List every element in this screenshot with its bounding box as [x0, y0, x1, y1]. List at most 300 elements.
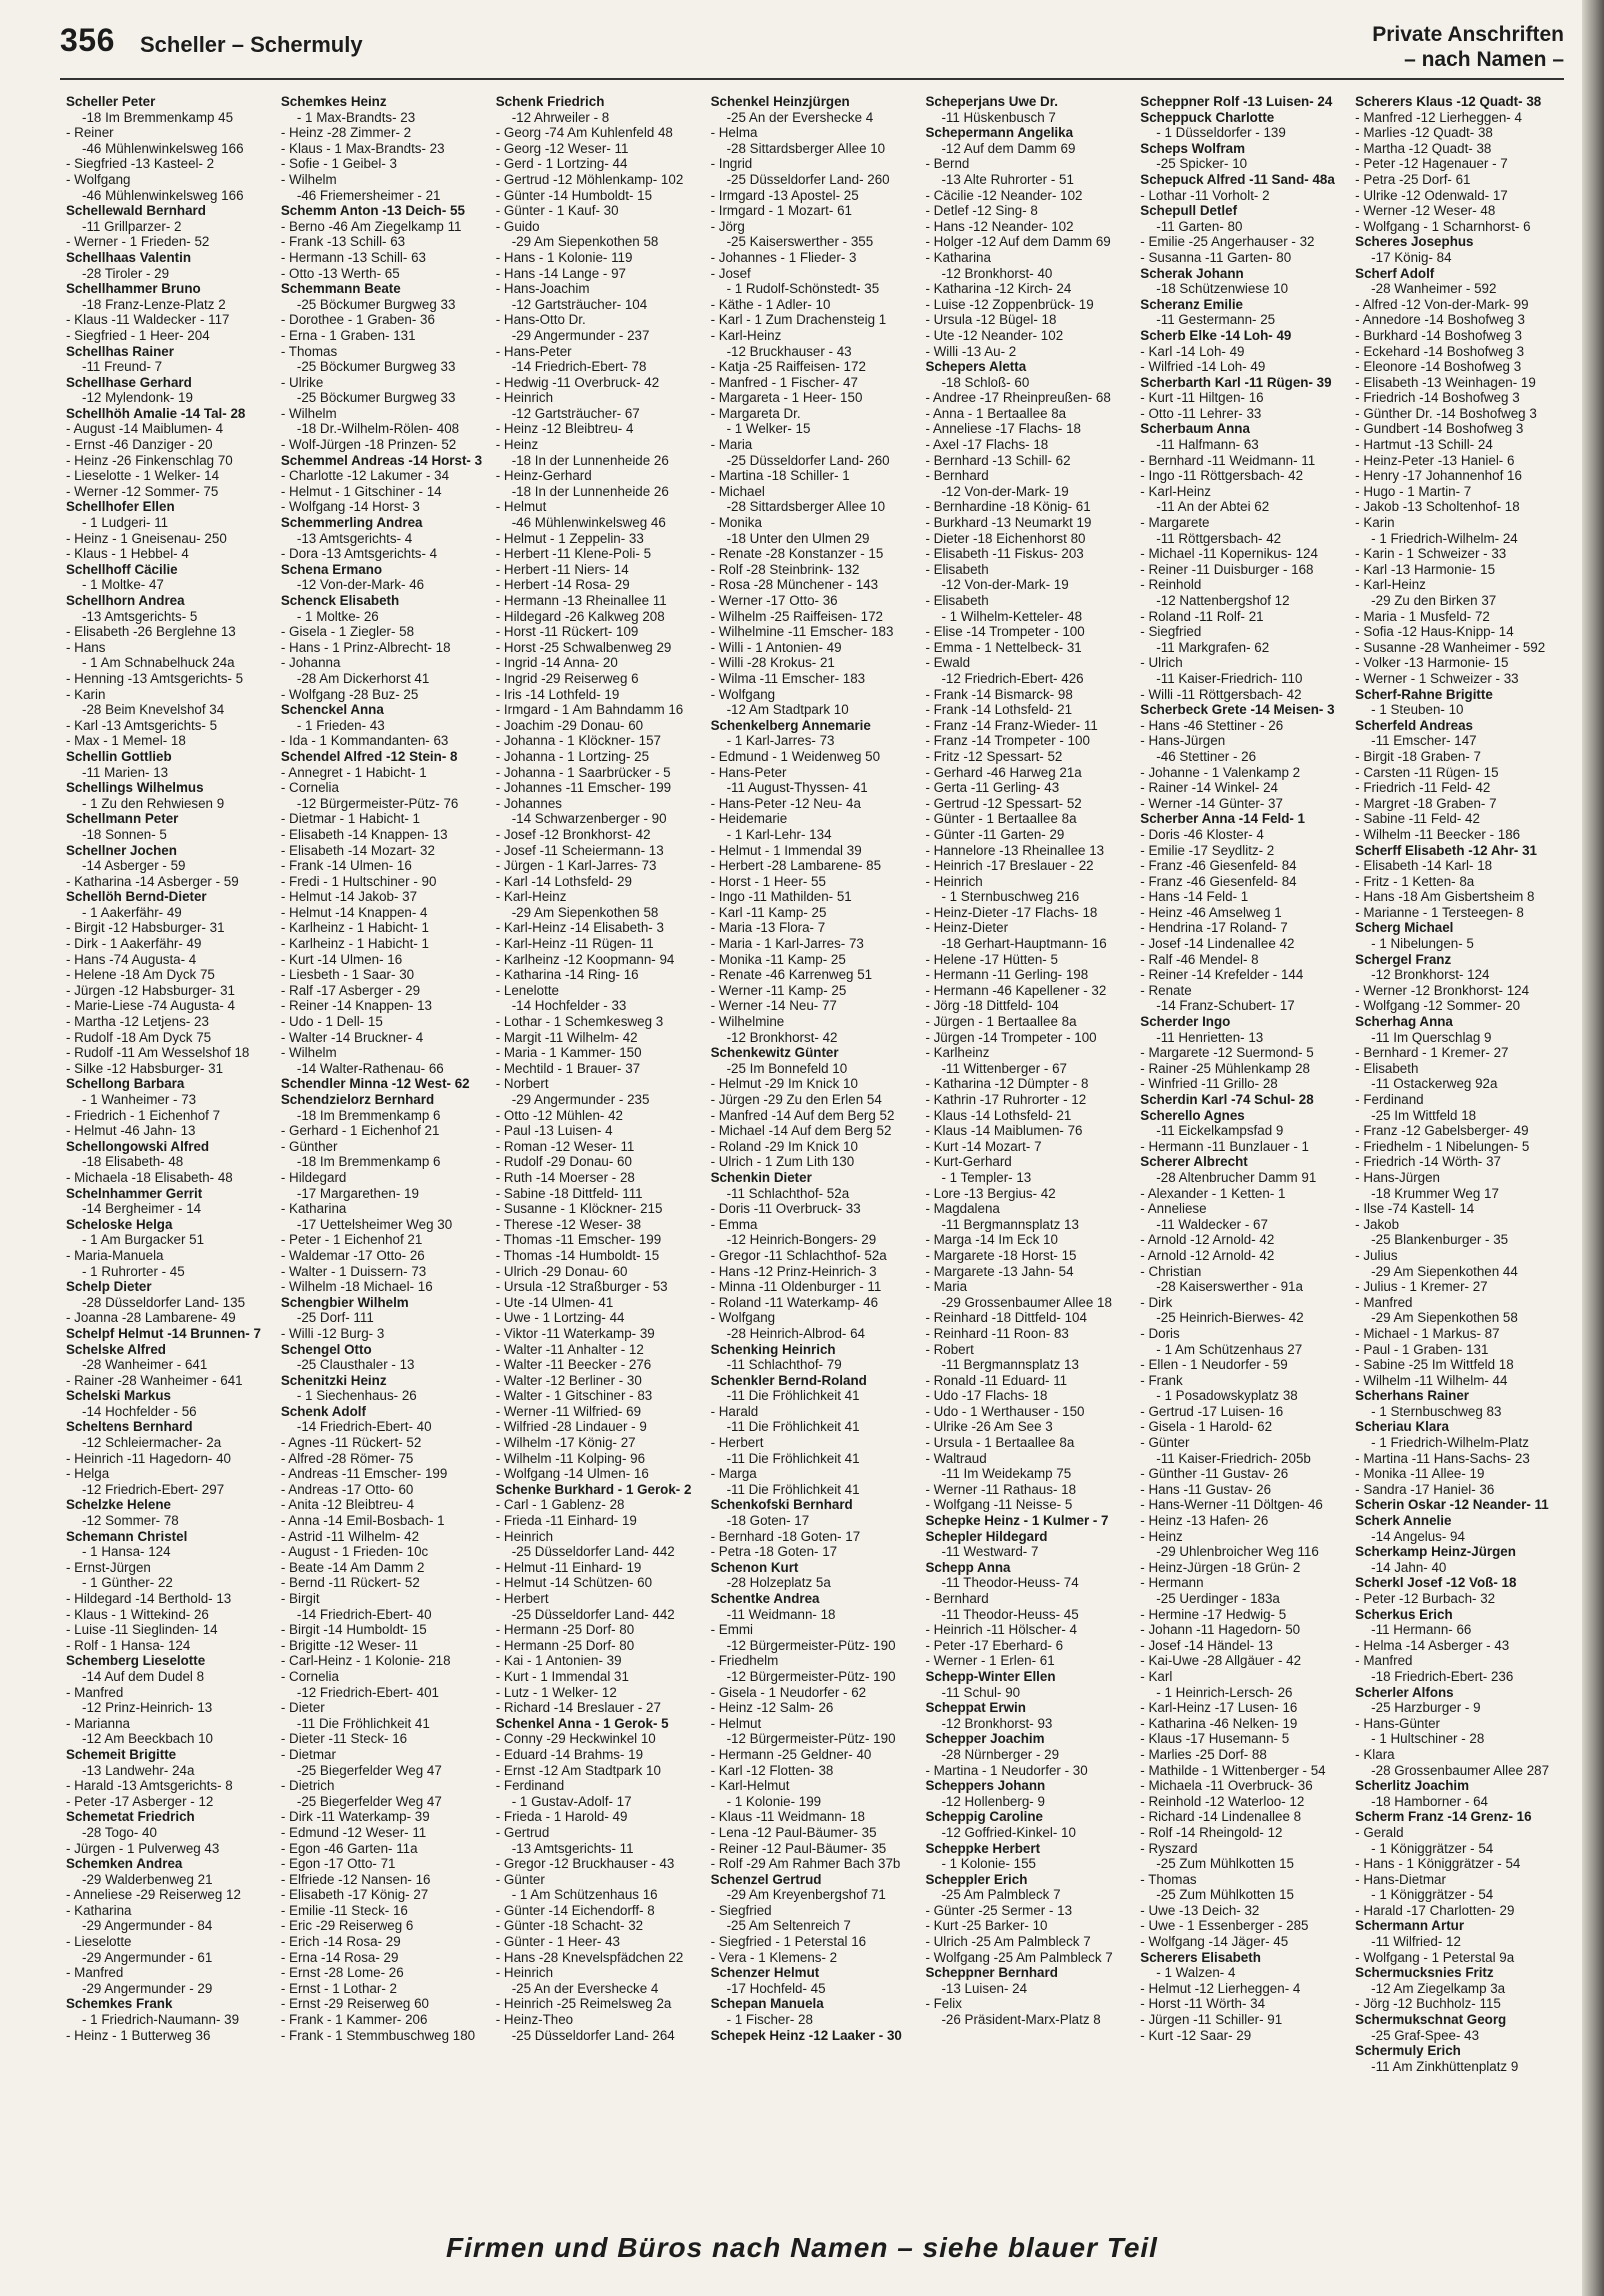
- directory-entry-line: -29 Angermunder - 237: [511, 327, 650, 343]
- directory-entry-line: - Jürgen -11 Schiller- 91: [1140, 2012, 1283, 2028]
- directory-entry-line: Schelnhammer Gerrit: [66, 1185, 203, 1201]
- directory-entry-line: - Helmut: [710, 1715, 762, 1731]
- directory-entry-line: - Helmut -11 Einhard- 19: [495, 1559, 642, 1575]
- directory-entry-line: - Maria - 1 Musfeld- 72: [1355, 608, 1490, 624]
- directory-entry-line: - Rolf - 1 Hansa- 124: [66, 1637, 191, 1653]
- directory-entry-line: - 1 Posadowskyplatz 38: [1156, 1388, 1298, 1404]
- directory-entry-line: -17 Uettelsheimer Weg 30: [296, 1216, 453, 1232]
- directory-entry-line: - Erna -14 Rosa- 29: [280, 1949, 399, 1965]
- directory-entry-line: Scherb Elke -14 Loh- 49: [1140, 327, 1292, 343]
- directory-entry-line: Scherler Alfons: [1355, 1684, 1454, 1700]
- directory-entry-line: -13 Alte Ruhrorter - 51: [941, 171, 1074, 187]
- directory-entry-line: Schemetat Friedrich: [66, 1809, 195, 1825]
- directory-entry-line: -29 Walderbenweg 21: [82, 1871, 213, 1887]
- directory-entry-line: Schenk Adolf: [280, 1403, 366, 1419]
- directory-entry-line: -28 Wanheimer - 641: [82, 1357, 208, 1373]
- page-name-range: Scheller – Schermuly: [140, 32, 363, 57]
- directory-entry-line: -11 Im Querschlag 9: [1371, 1029, 1492, 1045]
- directory-entry-line: - Alexander - 1 Ketten- 1: [1140, 1185, 1286, 1201]
- directory-entry-line: -29 Am Siepenkothen 58: [511, 904, 659, 920]
- directory-entry-line: - Wolfgang: [66, 171, 131, 187]
- directory-entry-line: - Ute -12 Neander- 102: [925, 327, 1064, 343]
- directory-entry-line: - Marie-Liese -74 Augusta- 4: [66, 998, 235, 1014]
- directory-entry-line: - Susanne - 1 Klöckner- 215: [495, 1201, 663, 1217]
- directory-entry-line: - 1 Königgrätzer - 54: [1371, 1887, 1494, 1903]
- directory-entry-line: - 1 Steuben- 10: [1371, 702, 1464, 718]
- directory-entry-line: - Rolf -28 Steinbrink- 132: [710, 561, 860, 577]
- directory-entry-line: - Georg -12 Weser- 11: [495, 140, 629, 156]
- directory-entry-line: - Cäcilie -12 Neander- 102: [925, 187, 1083, 203]
- directory-entry-line: -29 Angermunder - 84: [82, 1918, 213, 1934]
- directory-entry-line: - Lena -12 Paul-Bäumer- 35: [710, 1824, 877, 1840]
- directory-entry-line: - Karlheinz: [925, 1045, 990, 1061]
- directory-entry-line: - Fredi - 1 Hultschiner - 90: [280, 873, 437, 889]
- directory-entry-line: - Ernst -29 Reiserweg 60: [280, 1996, 429, 2012]
- directory-entry-line: - Margarete -18 Horst- 15: [925, 1247, 1077, 1263]
- directory-entry-line: - Jakob -13 Scholtenhof- 18: [1355, 499, 1520, 515]
- directory-entry-line: - 1 Am Schützenhaus 16: [511, 1887, 658, 1903]
- directory-column: [1140, 94, 1351, 2214]
- directory-entry-line: - Klara: [1355, 1746, 1395, 1762]
- directory-entry-line: Schenzel Gertrud: [710, 1871, 822, 1887]
- directory-entry-line: Schemkes Heinz: [280, 94, 387, 109]
- directory-entry-line: - Reiner -11 Duisburger - 168: [1140, 561, 1314, 577]
- directory-entry-line: -28 Altenbrucher Damm 91: [1156, 1169, 1317, 1185]
- directory-entry-line: - Horst -25 Schwalbenweg 29: [495, 639, 672, 655]
- directory-entry-line: - Margareta Dr.: [710, 405, 801, 421]
- directory-entry-line: - Klaus - 1 Wittekind- 26: [66, 1606, 209, 1622]
- directory-entry-line: - Silke -12 Habsburger- 31: [66, 1060, 224, 1076]
- directory-entry-line: - Werner -11 Rathaus- 18: [925, 1481, 1077, 1497]
- directory-entry-line: - Martha -12 Quadt- 38: [1355, 140, 1492, 156]
- directory-entry-line: -12 Am Beeckbach 10: [82, 1731, 214, 1747]
- directory-entry-line: - Martina -11 Hans-Sachs- 23: [1355, 1450, 1530, 1466]
- directory-entry-line: Schelp Dieter: [66, 1279, 152, 1295]
- directory-entry-line: Schenke Burkhard - 1 Gerok- 2: [495, 1481, 692, 1497]
- directory-entry-line: Scheppke Herbert: [925, 1840, 1041, 1856]
- directory-entry-line: - Ingrid -29 Reiserweg 6: [495, 670, 639, 686]
- directory-entry-line: - Bernhard -18 Goten- 17: [710, 1528, 861, 1544]
- directory-entry-line: - Hans-Peter: [710, 764, 787, 780]
- directory-entry-line: - Werner -14 Günter- 37: [1140, 795, 1283, 811]
- directory-entry-line: - Siegfried: [1140, 624, 1202, 640]
- directory-entry-line: -12 Prinz-Heinrich- 13: [82, 1700, 213, 1716]
- directory-entry-line: - Klaus -11 Waldecker - 117: [66, 312, 230, 328]
- directory-entry-line: - 1 Ruhrorter - 45: [82, 1263, 185, 1279]
- directory-entry-line: - Kurt -14 Mozart- 7: [925, 1138, 1042, 1154]
- directory-entry-line: -14 Walter-Rathenau- 66: [296, 1060, 444, 1076]
- directory-entry-line: - Heinz -12 Bleibtreu- 4: [495, 421, 634, 437]
- footer-note: Firmen und Büros nach Namen – siehe blauer Teil: [446, 2232, 1158, 2263]
- directory-entry-line: - Karin: [1355, 515, 1395, 531]
- directory-entry-line: -18 Dr.-Wilhelm-Rölen- 408: [296, 421, 460, 437]
- directory-entry-line: -46 Mühlenwinkelsweg 46: [511, 515, 666, 531]
- directory-entry-line: - Hans-Dietmar: [1355, 1871, 1446, 1887]
- directory-entry-line: - Frank -13 Schill- 63: [280, 234, 406, 250]
- directory-entry-line: - Wolf-Jürgen -18 Prinzen- 52: [280, 437, 457, 453]
- directory-entry-line: Scheller Peter: [66, 94, 156, 109]
- directory-entry-line: - Franz -14 Trompeter - 100: [925, 733, 1090, 749]
- directory-entry-line: -25 Düsseldorfer Land- 260: [726, 452, 890, 468]
- directory-entry-line: - Willi -12 Burg- 3: [280, 1325, 385, 1341]
- directory-entry-line: -29 Am Siepenkothen 44: [1371, 1263, 1518, 1279]
- directory-entry-line: Scherer Albrecht: [1140, 1154, 1248, 1170]
- directory-entry-line: - Karl - 1 Zum Drachensteig 1: [710, 312, 887, 328]
- directory-entry-line: - Roland -29 Im Knick 10: [710, 1138, 858, 1154]
- directory-entry-line: - 1 Am Schnabelhuck 24a: [82, 655, 235, 671]
- directory-entry-line: - Heinrich -11 Hölscher- 4: [925, 1622, 1077, 1638]
- directory-entry-line: - Günther -11 Gustav- 26: [1140, 1466, 1289, 1482]
- directory-entry-line: - Jürgen -29 Zu den Erlen 54: [710, 1092, 882, 1107]
- directory-entry-line: - Wilhelmine -11 Emscher- 183: [710, 624, 894, 640]
- directory-entry-line: Schemmel Andreas -14 Horst- 3: [280, 452, 483, 468]
- directory-entry-line: - Heinz-Dieter -17 Flachs- 18: [925, 904, 1098, 920]
- directory-entry-line: - Carl - 1 Gablenz- 28: [495, 1497, 625, 1513]
- directory-entry-line: - Frieda -11 Einhard- 19: [495, 1513, 637, 1529]
- directory-entry-line: - Johannes -11 Emscher- 199: [495, 780, 672, 796]
- directory-entry-line: - Alfred -28 Römer- 75: [280, 1450, 414, 1466]
- directory-entry-line: - Hildegard -14 Berthold- 13: [66, 1591, 232, 1606]
- directory-entry-line: - Henry -17 Johannenhof 16: [1355, 468, 1522, 484]
- directory-entry-line: - Brigitte -12 Weser- 11: [280, 1637, 419, 1653]
- directory-entry-line: - Michael -14 Auf dem Berg 52: [710, 1123, 892, 1139]
- directory-entry-line: - Edmund -12 Weser- 11: [280, 1824, 427, 1840]
- directory-entry-line: - Horst - 1 Heer- 55: [710, 873, 826, 889]
- directory-entry-line: -28 Holzeplatz 5a: [726, 1575, 831, 1591]
- directory-entry-line: -11 Hermann- 66: [1371, 1622, 1472, 1638]
- directory-entry-line: - Ilse -74 Kastell- 14: [1355, 1201, 1475, 1217]
- directory-entry-line: - Ferdinand: [1355, 1092, 1424, 1107]
- directory-entry-line: - Monika: [710, 515, 762, 531]
- directory-entry-line: - Wolfgang -12 Sommer- 20: [1355, 998, 1521, 1014]
- directory-entry-line: - Ferdinand: [495, 1778, 565, 1794]
- directory-entry-line: - Gertrud: [495, 1824, 550, 1840]
- directory-entry-line: - Hildegard -26 Kalkweg 208: [495, 608, 665, 624]
- directory-entry-line: - Werner -11 Wilfried- 69: [495, 1403, 642, 1419]
- directory-entry-line: -14 Bergheimer - 14: [82, 1201, 202, 1217]
- directory-entry-line: - Manfred: [66, 1684, 124, 1700]
- directory-entry-line: - Karl -14 Lothsfeld- 29: [495, 873, 632, 889]
- directory-entry-line: - 1 Aakerfähr- 49: [82, 904, 182, 920]
- directory-entry-line: - Annedore -14 Boshofweg 3: [1355, 312, 1525, 328]
- directory-entry-line: - Maria -13 Flora- 7: [710, 920, 826, 936]
- directory-entry-line: - Thomas: [1140, 1871, 1197, 1887]
- directory-entry-line: - Elfriede -12 Nansen- 16: [280, 1871, 431, 1887]
- directory-columns: [66, 94, 1566, 2214]
- directory-entry-line: - Harald: [710, 1403, 759, 1419]
- directory-entry-line: - Herbert -11 Klene-Poli- 5: [495, 546, 652, 562]
- directory-entry-line: - Andreas -11 Emscher- 199: [280, 1466, 448, 1482]
- directory-entry-line: -25 Düsseldorfer Land- 442: [511, 1606, 675, 1622]
- directory-entry-line: - Wilfried -14 Loh- 49: [1140, 359, 1266, 375]
- directory-entry-line: - Uwe - 1 Lortzing- 44: [495, 1310, 625, 1326]
- directory-entry-line: - Heinz -13 Hafen- 26: [1140, 1513, 1269, 1529]
- directory-entry-line: - Ralf -17 Asberger - 29: [280, 982, 421, 998]
- directory-entry-line: - Beate -14 Am Damm 2: [280, 1559, 425, 1575]
- directory-entry-line: - Kathrin -17 Ruhrorter - 12: [925, 1092, 1087, 1107]
- directory-entry-line: - Anneliese: [1140, 1201, 1207, 1217]
- directory-entry-line: - Ingo -11 Mathilden- 51: [710, 889, 852, 905]
- directory-entry-line: Scheppat Erwin: [925, 1700, 1026, 1716]
- directory-entry-line: -28 Wanheimer - 592: [1371, 281, 1497, 297]
- directory-entry-line: - Johanne - 1 Valenkamp 2: [1140, 764, 1301, 780]
- directory-entry-line: - Ursula -12 Straßburger - 53: [495, 1279, 668, 1295]
- directory-entry-line: - Frank - 1 Kammer- 206: [280, 2012, 428, 2028]
- directory-entry-line: - Hans - 1 Königgrätzer - 54: [1355, 1856, 1521, 1872]
- directory-entry-line: - Harald -13 Amtsgerichts- 8: [66, 1778, 233, 1794]
- directory-entry-line: -29 Angermunder - 61: [82, 1949, 213, 1965]
- directory-entry-line: - Cornelia: [280, 780, 339, 796]
- directory-entry-line: - Franz -12 Gabelsberger- 49: [1355, 1123, 1529, 1139]
- directory-entry-line: - Birgit -14 Humboldt- 15: [280, 1622, 427, 1638]
- directory-entry-line: - Dirk: [1140, 1294, 1173, 1310]
- directory-entry-line: - Sofia -12 Haus-Knipp- 14: [1355, 624, 1514, 640]
- directory-entry-line: - Michael -11 Kopernikus- 124: [1140, 546, 1318, 562]
- directory-entry-line: - Hans -12 Neander- 102: [925, 218, 1074, 234]
- directory-entry-line: - Susanna -11 Garten- 80: [1140, 249, 1292, 265]
- directory-entry-line: - Ernst - 1 Lothar- 2: [280, 1980, 397, 1996]
- directory-entry-line: - Iris -14 Lothfeld- 19: [495, 686, 620, 702]
- directory-entry-line: - Werner -12 Weser- 48: [1355, 203, 1496, 219]
- directory-entry-line: -25 Düsseldorfer Land- 442: [511, 1544, 675, 1560]
- directory-column: [496, 94, 707, 2214]
- directory-entry-line: - Udo - 1 Werthauser - 150: [925, 1403, 1085, 1419]
- directory-entry-line: - Margarete -13 Jahn- 54: [925, 1263, 1074, 1279]
- directory-entry-line: - Kai - 1 Antonien- 39: [495, 1653, 622, 1669]
- directory-entry-line: Schemmerling Andrea: [280, 515, 423, 531]
- directory-entry-line: Scherbaum Anna: [1140, 421, 1250, 437]
- directory-entry-line: -13 Luisen- 24: [941, 1980, 1028, 1996]
- directory-entry-line: - Uwe - 1 Essenberger - 285: [1140, 1918, 1309, 1934]
- directory-entry-line: -18 Krummer Weg 17: [1371, 1185, 1499, 1201]
- directory-entry-line: - Gertrud -12 Möhlenkamp- 102: [495, 171, 684, 187]
- directory-entry-line: - Maria - 1 Karl-Jarres- 73: [710, 936, 864, 952]
- directory-entry-line: - 1 Kolonie- 155: [941, 1856, 1036, 1872]
- directory-entry-line: - Johanna - 1 Lortzing- 25: [495, 748, 650, 764]
- directory-entry-line: - Harald -17 Charlotten- 29: [1355, 1902, 1515, 1918]
- directory-entry-line: - Hans-Jürgen: [1140, 733, 1226, 749]
- directory-entry-line: - Karin: [66, 686, 106, 702]
- directory-entry-line: - Heinrich -11 Hagedorn- 40: [66, 1450, 231, 1466]
- directory-entry-line: - Alfred -12 Von-der-Mark- 99: [1355, 296, 1529, 312]
- directory-entry-line: - Jürgen -14 Trompeter - 100: [925, 1029, 1097, 1045]
- directory-entry-line: - Helmut - 1 Immendal 39: [710, 842, 862, 858]
- directory-entry-line: - Emilie -25 Angerhauser - 32: [1140, 234, 1315, 250]
- directory-entry-line: - Gisela - 1 Harold- 62: [1140, 1419, 1273, 1435]
- directory-entry-line: Scherello Agnes: [1140, 1107, 1245, 1123]
- directory-entry-line: - Emma - 1 Nettelbeck- 31: [925, 639, 1082, 655]
- directory-entry-line: - Burkhard -14 Boshofweg 3: [1355, 327, 1522, 343]
- directory-entry-line: - Günter -14 Eichendorff- 8: [495, 1902, 655, 1918]
- directory-entry-line: - 1 Friedrich-Wilhelm-Platz: [1371, 1435, 1529, 1451]
- directory-entry-line: - Charlotte -12 Lakumer - 34: [280, 468, 450, 484]
- directory-entry-line: - Günter - 1 Heer- 43: [495, 1934, 621, 1950]
- directory-entry-line: - Mathilde - 1 Wittenberger - 54: [1140, 1762, 1326, 1778]
- directory-entry-line: - Hans -28 Knevelspfädchen 22: [495, 1949, 684, 1965]
- directory-entry-line: - Wilhelm: [280, 171, 337, 187]
- directory-entry-line: Scheps Wolfram: [1140, 140, 1245, 156]
- directory-entry-line: - Conny -29 Heckwinkel 10: [495, 1731, 656, 1747]
- directory-entry-line: - Wolfgang -28 Buz- 25: [280, 686, 419, 702]
- directory-entry-line: -29 Angermunder - 29: [82, 1980, 213, 1996]
- directory-entry-line: - Friedrich -14 Boshofweg 3: [1355, 390, 1520, 406]
- directory-entry-line: - Fritz - 1 Ketten- 8a: [1355, 873, 1475, 889]
- directory-entry-line: - Dorothee - 1 Graben- 36: [280, 312, 435, 328]
- directory-entry-line: - Lieselotte - 1 Welker- 14: [66, 468, 220, 484]
- directory-entry-line: Schepke Heinz - 1 Kulmer - 7: [925, 1513, 1109, 1529]
- directory-entry-line: - Kurt - 1 Immendal 31: [495, 1668, 629, 1684]
- directory-entry-line: - Hans: [66, 639, 106, 655]
- directory-entry-line: - Ernst-Jürgen: [66, 1559, 151, 1575]
- directory-entry-line: - Franz -14 Franz-Wieder- 11: [925, 717, 1098, 733]
- directory-entry-line: - Hedwig -11 Overbruck- 42: [495, 374, 660, 390]
- directory-entry-line: -18 Schützenwiese 10: [1156, 281, 1289, 297]
- directory-entry-line: - Susanne -28 Wanheimer - 592: [1355, 639, 1546, 655]
- directory-entry-line: Schellhas Rainer: [66, 343, 174, 359]
- directory-entry-line: - Wolfgang -14 Ulmen- 16: [495, 1466, 649, 1482]
- directory-entry-line: - Willi -11 Röttgersbach- 42: [1140, 686, 1302, 702]
- section-title: [1372, 22, 1564, 72]
- directory-entry-line: - Heidemarie: [710, 811, 788, 827]
- directory-entry-line: - Josef: [710, 265, 751, 281]
- directory-entry-line: - Julius - 1 Kremer- 27: [1355, 1279, 1488, 1295]
- directory-entry-line: - Hans-Joachim: [495, 281, 590, 297]
- directory-entry-line: - Günter -14 Humboldt- 15: [495, 187, 653, 203]
- directory-entry-line: - Katharina: [66, 1902, 132, 1918]
- directory-entry-line: - Gregor -12 Bruckhauser - 43: [495, 1856, 675, 1872]
- directory-entry-line: - Andree -17 Rheinpreußen- 68: [925, 390, 1111, 406]
- directory-entry-line: Schermann Artur: [1355, 1918, 1465, 1934]
- directory-entry-line: -29 Zu den Birken 37: [1371, 593, 1497, 608]
- directory-entry-line: - Anneliese -29 Reiserweg 12: [66, 1887, 241, 1903]
- directory-entry-line: - Ute -14 Ulmen- 41: [495, 1294, 614, 1310]
- directory-entry-line: - Karlheinz - 1 Habicht- 1: [280, 936, 429, 952]
- directory-entry-line: - Lutz - 1 Welker- 12: [495, 1684, 617, 1700]
- directory-column: [281, 94, 492, 2214]
- directory-entry-line: - Wilhelm -17 König- 27: [495, 1435, 636, 1451]
- directory-entry-line: Scherhag Anna: [1355, 1014, 1453, 1030]
- directory-entry-line: -12 Goffried-Kinkel- 10: [941, 1824, 1076, 1840]
- directory-entry-line: - Dirk - 1 Aakerfähr- 49: [66, 936, 202, 952]
- directory-entry-line: - Ulrike: [280, 374, 324, 390]
- directory-entry-line: - Sabine -25 Im Wittfeld 18: [1355, 1357, 1514, 1373]
- directory-entry-line: Schengel Otto: [280, 1341, 372, 1357]
- directory-entry-line: Schellöh Bernd-Dieter: [66, 889, 207, 905]
- directory-entry-line: - Emilie -17 Seydlitz- 2: [1140, 842, 1275, 858]
- directory-entry-line: - Herbert -28 Lambarene- 85: [710, 858, 882, 874]
- directory-entry-line: - Holger -12 Auf dem Damm 69: [925, 234, 1111, 250]
- directory-entry-line: - Bernhard: [925, 1591, 989, 1606]
- directory-entry-line: -28 Sittardsberger Allee 10: [726, 140, 886, 156]
- directory-entry-line: - Klaus -17 Husemann- 5: [1140, 1731, 1290, 1747]
- directory-entry-line: - Herbert: [495, 1591, 549, 1606]
- directory-entry-line: - Karl -11 Kamp- 25: [710, 904, 827, 920]
- directory-entry-line: -11 Die Fröhlichkeit 41: [726, 1419, 860, 1435]
- directory-entry-line: - 1 Karl-Jarres- 73: [726, 733, 835, 749]
- section-title-line2: – nach Namen –: [1404, 48, 1564, 71]
- directory-entry-line: - Heinz-Dieter: [925, 920, 1009, 936]
- directory-entry-line: - Hans-Otto Dr.: [495, 312, 586, 328]
- directory-entry-line: -25 Im Wittfeld 18: [1371, 1107, 1477, 1123]
- directory-entry-line: -11 Wittenberger - 67: [941, 1060, 1067, 1076]
- directory-entry-line: -14 Auf dem Dudel 8: [82, 1668, 205, 1684]
- directory-entry-line: - Jürgen - 1 Karl-Jarres- 73: [495, 858, 657, 874]
- directory-entry-line: - Friedhelm: [710, 1653, 779, 1669]
- directory-entry-line: - Birgit -12 Habsburger- 31: [66, 920, 225, 936]
- directory-entry-line: - Karl -14 Loh- 49: [1140, 343, 1245, 359]
- directory-entry-line: Schellmann Peter: [66, 811, 179, 827]
- directory-entry-line: - 1 Friedrich-Naumann- 39: [82, 2012, 240, 2028]
- directory-entry-line: -12 Bronkhorst- 40: [941, 265, 1053, 281]
- directory-entry-line: - Hermann -25 Dorf- 80: [495, 1622, 635, 1638]
- directory-entry-line: - Dieter -11 Steck- 16: [280, 1731, 408, 1747]
- directory-entry-line: Schelske Alfred: [66, 1341, 166, 1357]
- directory-entry-line: -11 Röttgersbach- 42: [1156, 530, 1282, 546]
- directory-entry-line: - 1 Max-Brandts- 23: [296, 109, 416, 125]
- directory-entry-line: Scherbeck Grete -14 Meisen- 3: [1140, 702, 1335, 718]
- directory-entry-line: - Frank - 1 Stemmbuschweg 180: [280, 2027, 476, 2043]
- directory-entry-line: Scherkl Josef -12 Voß- 18: [1355, 1575, 1517, 1591]
- directory-entry-line: - Hildegard: [280, 1169, 347, 1185]
- directory-entry-line: -18 Franz-Lenze-Platz 2: [82, 296, 226, 312]
- directory-entry-line: - Rainer -14 Winkel- 24: [1140, 780, 1278, 796]
- directory-entry-line: - Heinz - 1 Butterweg 36: [66, 2027, 211, 2043]
- directory-entry-line: - Willi -28 Krokus- 21: [710, 655, 835, 671]
- directory-entry-line: - Willi -13 Au- 2: [925, 343, 1017, 359]
- directory-entry-line: - Udo - 1 Dell- 15: [280, 1014, 383, 1030]
- directory-entry-line: - 1 Welker- 15: [726, 421, 811, 437]
- directory-entry-line: - Reinhard -18 Dittfeld- 104: [925, 1310, 1087, 1326]
- directory-entry-line: -11 Am Zinkhüttenplatz 9: [1371, 2058, 1519, 2074]
- directory-entry-line: - Werner -11 Kamp- 25: [710, 982, 847, 998]
- directory-entry-line: -28 Sittardsberger Allee 10: [726, 499, 886, 515]
- directory-entry-line: Schermuly Erich: [1355, 2043, 1461, 2059]
- directory-entry-line: -18 In der Lunnenheide 26: [511, 483, 669, 499]
- directory-entry-line: -12 Mylendonk- 19: [82, 390, 193, 406]
- directory-entry-line: - Wilhelmine: [710, 1014, 785, 1030]
- directory-entry-line: Schenzer Helmut: [710, 1965, 820, 1981]
- directory-entry-line: -11 Emscher- 147: [1371, 733, 1477, 749]
- directory-entry-line: -18 Schloß- 60: [941, 374, 1030, 390]
- directory-entry-line: - Ronald -11 Eduard- 11: [925, 1372, 1068, 1388]
- directory-entry-line: -12 Friedrich-Ebert- 401: [296, 1684, 440, 1700]
- directory-entry-line: -11 An der Abtei 62: [1156, 499, 1270, 515]
- directory-entry-line: - 1 Sternbuschweg 83: [1371, 1403, 1502, 1419]
- directory-entry-line: - Günter -11 Garten- 29: [925, 826, 1065, 842]
- directory-entry-line: -28 Kaiserswerther - 91a: [1156, 1279, 1303, 1295]
- directory-entry-line: - Petra -25 Dorf- 61: [1355, 171, 1471, 187]
- directory-entry-line: Scherfeld Andreas: [1355, 717, 1473, 733]
- directory-entry-line: - Hans -11 Gustav- 26: [1140, 1481, 1272, 1497]
- directory-entry-line: - Gundbert -14 Boshofweg 3: [1355, 421, 1524, 437]
- directory-entry-line: -11 Schlachthof- 52a: [726, 1185, 850, 1201]
- directory-entry-line: -14 Friedrich-Ebert- 78: [511, 359, 647, 375]
- directory-entry-line: - Gerhard -46 Harweg 21a: [925, 764, 1082, 780]
- directory-entry-line: - Rolf -29 Am Rahmer Bach 37b: [710, 1856, 901, 1872]
- directory-entry-line: - Birgit: [280, 1591, 320, 1606]
- directory-entry-line: - 1 Frieden- 43: [296, 717, 385, 733]
- directory-entry-line: - Karl-Heinz: [1140, 483, 1211, 499]
- directory-entry-line: - Helmut - 1 Gitschiner - 14: [280, 483, 442, 499]
- directory-entry-line: - Ewald: [925, 655, 971, 671]
- directory-entry-line: Scheppers Johann: [925, 1778, 1046, 1794]
- directory-entry-line: - Kurt -12 Saar- 29: [1140, 2027, 1252, 2043]
- directory-entry-line: - Karl -13 Harmonie- 15: [1355, 561, 1496, 577]
- directory-entry-line: - Helmut -14 Schützen- 60: [495, 1575, 653, 1591]
- directory-entry-line: - Emilie -11 Steck- 16: [280, 1902, 408, 1918]
- directory-entry-line: - Karlheinz - 1 Habicht- 1: [280, 920, 429, 936]
- directory-entry-line: -12 Auf dem Damm 69: [941, 140, 1076, 156]
